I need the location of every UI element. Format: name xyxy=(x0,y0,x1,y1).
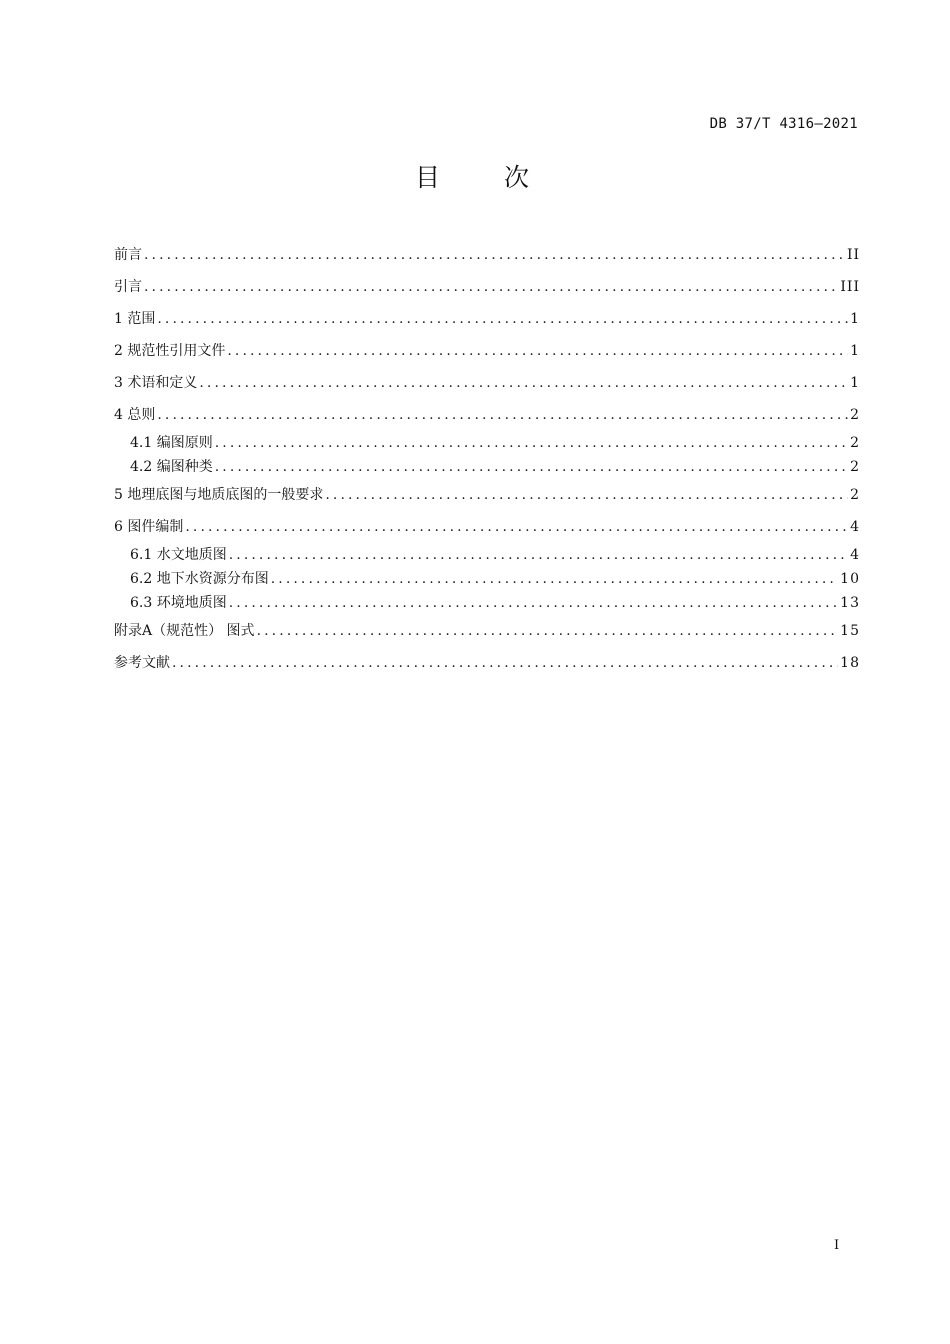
toc-entry-general[interactable] xyxy=(114,406,860,424)
toc-entry-label: 3 术语和定义 xyxy=(114,375,198,391)
toc-entry-page: III xyxy=(840,279,860,295)
toc-entry-label: 6.3 环境地质图 xyxy=(130,595,227,611)
toc-leader-dots xyxy=(325,486,848,504)
toc-entry-groundwater-resources-map[interactable] xyxy=(130,570,860,588)
toc-entry-introduction[interactable] xyxy=(114,278,860,296)
toc-entry-label: 6 图件编制 xyxy=(114,519,184,535)
toc-entry-bibliography[interactable] xyxy=(114,654,860,672)
page-number: I xyxy=(834,1238,840,1253)
page-title: 目 次 xyxy=(415,163,557,192)
toc-leader-dots xyxy=(215,434,848,452)
toc-entry-terms-definitions[interactable] xyxy=(114,374,860,392)
toc-leader-dots xyxy=(271,570,838,588)
toc-leader-dots xyxy=(229,594,838,612)
toc-entry-label: 前言 xyxy=(114,247,142,263)
toc-entry-label: 引言 xyxy=(114,279,142,295)
toc-entry-appendix-a[interactable] xyxy=(114,622,860,640)
toc-entry-map-compilation[interactable] xyxy=(114,518,860,536)
toc-entry-environmental-geology-map[interactable] xyxy=(130,594,860,612)
toc-entry-label: 6.1 水文地质图 xyxy=(130,547,227,563)
table-of-contents xyxy=(114,0,860,700)
toc-leader-dots xyxy=(157,406,848,424)
toc-entry-label: 4.2 编图种类 xyxy=(130,459,213,475)
toc-entry-page: 13 xyxy=(840,595,860,611)
toc-leader-dots xyxy=(257,622,839,640)
toc-entry-label: 2 规范性引用文件 xyxy=(114,343,226,359)
toc-entry-page: 1 xyxy=(850,343,860,359)
toc-entry-page: 2 xyxy=(850,407,860,423)
toc-entry-label: 参考文献 xyxy=(114,655,170,671)
toc-entry-label: 5 地理底图与地质底图的一般要求 xyxy=(114,487,324,503)
toc-entry-label: 4.1 编图原则 xyxy=(130,435,213,451)
toc-entry-map-types[interactable] xyxy=(130,458,860,476)
toc-entry-page: 15 xyxy=(840,623,860,639)
toc-entry-page: 2 xyxy=(850,459,860,475)
toc-entry-page: 18 xyxy=(840,655,860,671)
toc-leader-dots xyxy=(185,518,848,536)
toc-entry-label: 附录A（规范性） 图式 xyxy=(114,623,255,639)
toc-entry-page: 2 xyxy=(850,435,860,451)
toc-entry-label: 4 总则 xyxy=(114,407,156,423)
toc-leader-dots xyxy=(229,546,848,564)
toc-entry-label: 6.2 地下水资源分布图 xyxy=(130,571,269,587)
toc-entry-scope[interactable] xyxy=(114,310,860,328)
toc-entry-page: 4 xyxy=(850,547,860,563)
toc-entry-page: 10 xyxy=(840,571,860,587)
toc-entry-normative-references[interactable] xyxy=(114,342,860,360)
toc-leader-dots xyxy=(215,458,848,476)
toc-entry-hydrogeological-map[interactable] xyxy=(130,546,860,564)
toc-entry-base-map-requirements[interactable] xyxy=(114,486,860,504)
toc-entry-page: 4 xyxy=(850,519,860,535)
toc-entry-page: II xyxy=(846,247,860,263)
toc-entry-compilation-principles[interactable] xyxy=(130,434,860,452)
toc-leader-dots xyxy=(144,278,838,296)
toc-entry-page: 1 xyxy=(850,375,860,391)
toc-leader-dots xyxy=(227,342,848,360)
toc-leader-dots xyxy=(199,374,848,392)
toc-leader-dots xyxy=(144,246,845,264)
toc-entry-page: 1 xyxy=(850,311,860,327)
toc-entry-foreword[interactable] xyxy=(114,246,860,264)
toc-entry-label: 1 范围 xyxy=(114,311,156,327)
standard-code: DB 37/T 4316—2021 xyxy=(709,116,858,132)
toc-leader-dots xyxy=(157,310,848,328)
toc-entry-page: 2 xyxy=(850,487,860,503)
toc-leader-dots xyxy=(172,654,838,672)
